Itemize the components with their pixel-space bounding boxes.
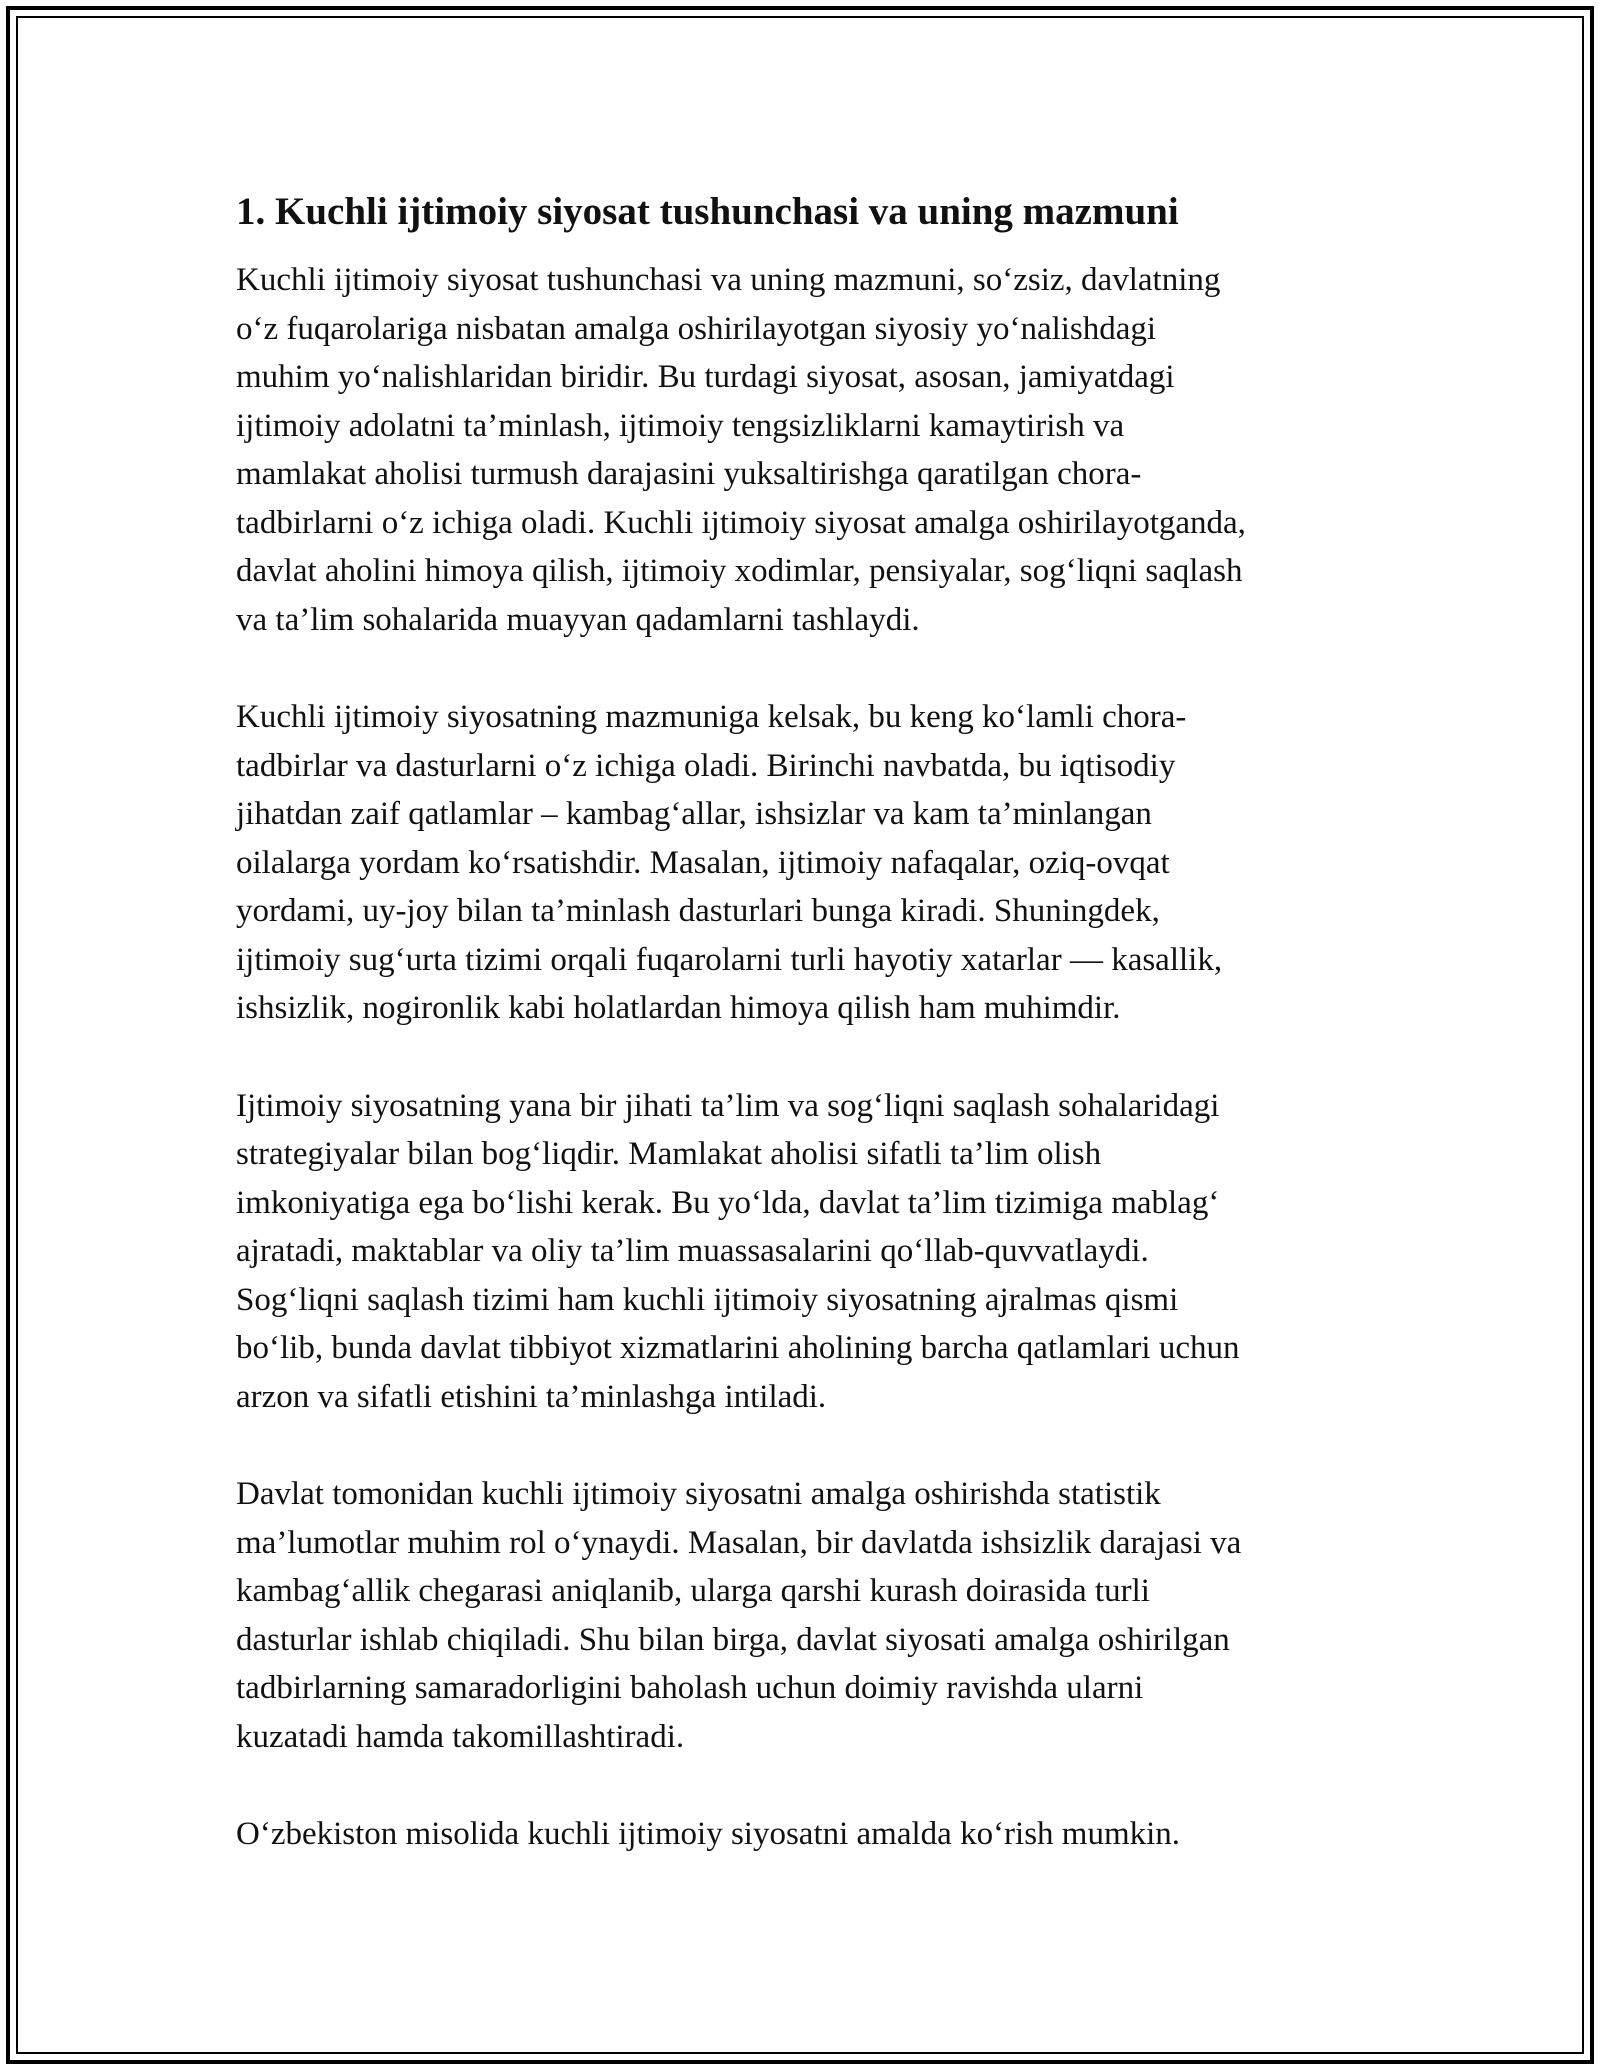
document-body <box>236 186 1366 1908</box>
section-heading: 1. Kuchli ijtimoiy siyosat tushunchasi va uning mazmuni <box>236 190 1179 233</box>
paragraph-1: Kuchli ijtimoiy siyosat tushunchasi va uning mazmuni, so‘zsiz, davlatning o‘z fuqarolariga nisbatan amalga oshirilayotgan siyosiy yo‘nalishdagi muhim yo‘nalishlaridan biridir. Bu turdagi siyosat, asosan, jamiyatdagi ijtimoiy adolatni ta’minlash, ijtimoiy tengsizliklarni kamaytirish va mamlakat aholisi turmush darajasini yuksaltirishga qaratilgan chora- tadbirlarni o‘z ichiga oladi. Kuchli ijtimoiy siyosat amalga oshirilayotganda, davlat aholini himoya qilish, ijtimoiy xodimlar, pensiyalar, sog‘liqni saqlash va ta’lim sohalarida muayyan qadamlarni tashlaydi. <box>236 262 1246 638</box>
paragraph-2: Kuchli ijtimoiy siyosatning mazmuniga kelsak, bu keng ko‘lamli chora- tadbirlar va dasturlarni o‘z ichiga oladi. Birinchi navbatda, bu iqtisodiy jihatdan zaif qatlamlar – kambag‘allar, ishsizlar va kam ta’minlangan oilalarga yordam ko‘rsatishdir. Masalan, ijtimoiy nafaqalar, oziq-ovqat yordami, uy-joy bilan ta’minlash dasturlari bunga kiradi. Shuningdek, ijtimoiy sug‘urta tizimi orqali fuqarolarni turli hayotiy xatarlar — kasallik, ishsizlik, nogironlik kabi holatlardan himoya qilish ham muhimdir. <box>236 699 1223 1026</box>
paragraph-4: Davlat tomonidan kuchli ijtimoiy siyosatni amalga oshirishda statistik ma’lumotlar muhim rol o‘ynaydi. Masalan, bir davlatda ishsizlik darajasi va kambag‘allik chegarasi aniqlanib, ularga qarshi kurash doirasida turli dasturlar ishlab chiqiladi. Shu bilan birga, davlat siyosati amalga oshirilgan tadbirlarning samaradorligini baholash uchun doimiy ravishda ularni kuzatadi hamda takomillashtiradi. <box>236 1476 1242 1755</box>
paragraph-5: O‘zbekiston misolida kuchli ijtimoiy siyosatni amalda ko‘rish mumkin. <box>236 1816 1181 1852</box>
paragraph-3: Ijtimoiy siyosatning yana bir jihati ta’lim va sog‘liqni saqlash sohalaridagi strategiyalar bilan bog‘liqdir. Mamlakat aholisi sifatli ta’lim olish imkoniyatiga ega bo‘lishi kerak. Bu yo‘lda, davlat ta’lim tizimiga mablag‘ ajratadi, maktablar va oliy ta’lim muassasalarini qo‘llab-quvvatlaydi. Sog‘liqni saqlash tizimi ham kuchli ijtimoiy siyosatning ajralmas qismi bo‘lib, bunda davlat tibbiyot xizmatlarini aholining barcha qatlamlari uchun arzon va sifatli etishini ta’minlashga intiladi. <box>236 1087 1240 1415</box>
